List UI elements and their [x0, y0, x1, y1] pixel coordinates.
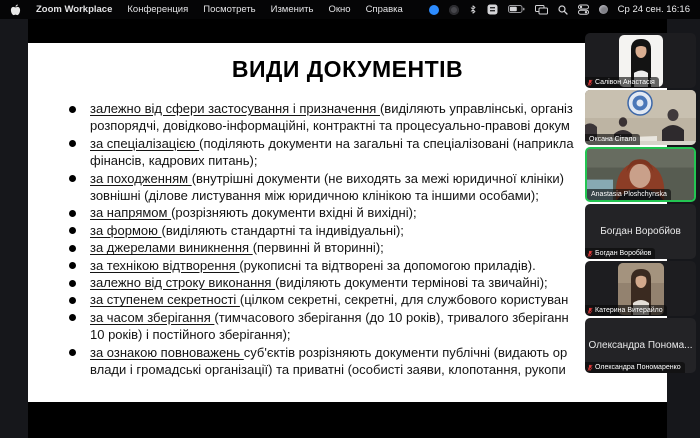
bullet-marker: [69, 262, 76, 269]
bullet-line: влади і громадські організації) та приватні (особисті заяви, клопотання, рукопи: [90, 362, 566, 378]
participant-name-label: Катерина Витерайло: [585, 305, 667, 316]
menubar-clock[interactable]: Ср 24 сен. 16:16: [617, 4, 690, 15]
menu-conference[interactable]: Конференция: [127, 4, 189, 15]
bullet-line: за напрямом (розрізняють документи вхідні й вихідні);: [90, 205, 417, 221]
bullet-line: 10 років) і постійного зберігання);: [90, 327, 291, 343]
macos-menu-bar: [0, 0, 700, 19]
slide-title: ВИДИ ДОКУМЕНТІВ: [231, 56, 464, 82]
participant-name-label: Олександра Пономаренко: [585, 362, 685, 373]
bullet-line: за формою (виділяють стандартні та індивідуальні);: [90, 222, 404, 238]
bullet-item: [28, 100, 667, 135]
bullet-marker: [69, 175, 76, 182]
slide-bullet-list: [28, 100, 667, 379]
apple-icon[interactable]: [10, 3, 21, 16]
menu-view[interactable]: Посмотреть: [203, 4, 256, 15]
bullet-marker: [69, 227, 76, 234]
bullet-marker: [69, 245, 76, 252]
bullet-item: [28, 239, 667, 256]
participant-name-label: Оксана Сітало: [585, 134, 640, 145]
bullet-item: [28, 135, 667, 170]
shared-screen-area: [28, 19, 667, 438]
status-dot-icon[interactable]: [599, 5, 608, 14]
presentation-slide: [28, 43, 667, 402]
bullet-item: [28, 291, 667, 308]
bullet-item: [28, 204, 667, 221]
bullet-line: за технікою відтворення (рукописні та відтворені за допомогою приладів).: [90, 257, 536, 273]
spotlight-icon[interactable]: [558, 5, 568, 15]
bullet-marker: [69, 140, 76, 147]
bullet-marker: [69, 314, 76, 321]
control-center-icon[interactable]: [578, 4, 589, 15]
bullet-line: залежно від сфери застосування і призначення (виділяють управлінські, організ: [90, 101, 573, 116]
bullet-item: [28, 344, 667, 379]
video-tile-ploshchynska[interactable]: [585, 147, 696, 202]
muted-mic-icon: [587, 364, 593, 372]
muted-mic-icon: [587, 250, 593, 258]
bullet-marker: [69, 106, 76, 113]
bullet-item: [28, 170, 667, 205]
participant-display-name: Олександра Понома...: [588, 340, 693, 351]
participant-display-name: Богдан Воробйов: [600, 226, 681, 237]
participant-name-label: Салівон Анастасія: [585, 77, 659, 88]
bullet-line: за часом зберігання (тимчасового зберігання (до 10 років), тривалого зберіганн: [90, 309, 569, 325]
video-tile-ponomarenko[interactable]: [585, 318, 696, 373]
participants-filmstrip: [585, 33, 696, 373]
video-tile-sitalo[interactable]: [585, 90, 696, 145]
muted-mic-icon: [587, 307, 593, 315]
zoom-status-icon[interactable]: [429, 5, 439, 15]
bullet-line: за спеціалізацією (поділяють документи на загальні та спеціалізовані (наприкла: [90, 135, 574, 151]
bullet-line: зовнішні (ділове листування між юридичною клінікою та іншими особами);: [90, 188, 539, 204]
video-tile-salivon[interactable]: [585, 33, 696, 88]
bullet-line: за ступенем секретності (цілком секретні, секретні, для службового користуван: [90, 292, 569, 308]
menu-help[interactable]: Справка: [365, 4, 403, 15]
bullet-line: залежно від строку виконання (виділяють документи термінові та звичайні);: [90, 275, 548, 291]
participant-name-label: Богдан Воробйов: [585, 248, 655, 259]
input-source-icon[interactable]: [487, 4, 498, 15]
bullet-line: за джерелами виникнення (первинні й вторинні);: [90, 240, 384, 256]
screen-mirroring-icon[interactable]: [535, 5, 548, 15]
battery-icon[interactable]: [508, 5, 525, 14]
bullet-item: [28, 222, 667, 239]
bullet-line: за походженням (внутрішні документи (не виходять за межі юридичної клініки): [90, 170, 564, 186]
bullet-item: [28, 309, 667, 344]
menu-edit[interactable]: Изменить: [270, 4, 314, 15]
bullet-marker: [69, 280, 76, 287]
bluetooth-icon[interactable]: [469, 4, 477, 15]
bullet-line: розпорядчі, довідково-інформаційні, контрактні та процесуально-правові докум: [90, 118, 570, 134]
bullet-item: [28, 257, 667, 274]
menu-window[interactable]: Окно: [328, 4, 351, 15]
bullet-marker: [69, 297, 76, 304]
bullet-marker: [69, 210, 76, 217]
video-tile-vyterailo[interactable]: [585, 261, 696, 316]
video-tile-vorobiov[interactable]: [585, 204, 696, 259]
bullet-item: [28, 274, 667, 291]
app-circle-icon[interactable]: [449, 5, 459, 15]
participant-name-label: Anastasia Ploshchynska: [587, 189, 671, 200]
bullet-marker: [69, 349, 76, 356]
bullet-line: фінансів, кадрових питань);: [90, 153, 258, 169]
menubar-app-name[interactable]: Zoom Workplace: [36, 4, 113, 15]
muted-mic-icon: [587, 79, 593, 87]
bullet-line: за ознакою повноважень суб'єктів розрізняють документи публічні (видають ор: [90, 344, 568, 360]
